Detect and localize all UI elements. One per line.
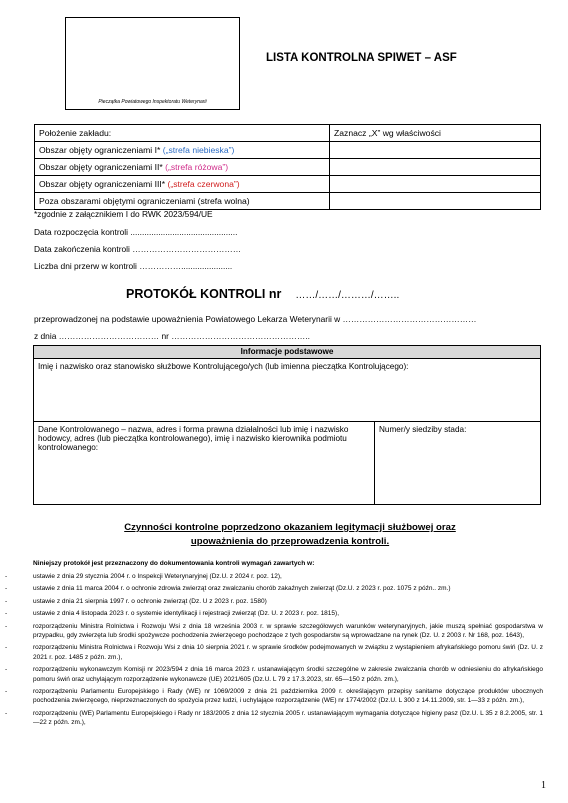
inspected-party-field[interactable] [34,422,375,505]
list-item: - rozporządzeniu Ministra Rolnictwa i Rozwoju Wsi z dnia 10 sierpnia 2021 r. w sprawie środków podejmowanych w związku z wystąpieniem afrykańskiego pomoru świń (Dz. U. z 2021 r. poz. 1485 z późn. zm.), [33,643,543,662]
zone-mark-cell[interactable] [330,142,541,159]
control-start-date[interactable]: Data rozpoczęcia kontroli .............................................. [34,227,238,237]
zone-mark-cell[interactable] [330,193,541,210]
location-table [34,124,541,210]
page-number: 1 [541,780,546,791]
zone-mark-cell[interactable] [330,176,541,193]
zone-row [35,159,541,176]
control-break-days[interactable]: Liczba dni przerw w kontroli ……………...................... [34,261,233,271]
herd-number-field[interactable] [375,422,541,505]
zone-row [35,193,541,210]
list-item: - rozporządzeniu Parlamentu Europejskiego i Rady (WE) nr 1069/2009 z dnia 21 października 2009 r. określającym przepisy sanitarne dotyczące produktów ubocznych pochodzenia zwierzęcego, nieprzeznaczonych do spożycia przez ludzi, i uchylające rozporządzenie (WE) nr 1774/2002 (Dz.U. L 300 z 14.11.2009, str. 1—33 z późn. zm.), [33,687,543,706]
inspector-field[interactable] [34,359,541,422]
document-title: LISTA KONTROLNA SPIWET – ASF [266,52,457,64]
inspected-party-label: Dane Kontrolowanego – nazwa, adres i forma prawna działalności lub imię i nazwisko hodowcy, adres (lub pieczątka kontrolowanego), imię i nazwisko kierownika podmiotu kontrolowanego: [38,425,349,452]
zone-label: Obszar objęty ograniczeniami II* [39,162,166,172]
protocol-title-text: PROTOKÓŁ KONTROLI nr [126,287,282,301]
herd-number-label: Numer/y siedziby stada: [379,425,467,434]
location-header-label: Położenie zakładu: [35,125,330,142]
zone-label: Obszar objęty ograniczeniami III* [39,179,168,189]
basic-info-table [33,345,541,505]
laws-lead: Niniejszy protokół jest przeznaczony do dokumentowania kontroli wymagań zawartych w: [33,560,315,567]
protocol-title [126,287,399,301]
location-table-header [35,125,541,142]
zone-footnote: *zgodnie z załącznikiem I do RWK 2023/594/UE [34,209,213,219]
protocol-number-field[interactable]: ……/……/………/…….. [295,290,400,301]
zone-row [35,142,541,159]
zone-row [35,176,541,193]
basic-info-header: Informacje podstawowe [34,346,541,359]
legitimation-notice: Czynności kontrolne poprzedzono okazaniem legitymacji służbowej oraz upoważnienia do przeprowadzenia kontroli. [124,522,456,547]
zone-label: Obszar objęty ograniczeniami I* [39,145,163,155]
protocol-date-line[interactable]: z dnia ……………………………… nr ………………………………………….. [34,331,310,341]
zone-name: („strefa różowa”) [165,162,229,172]
zone-label: Poza obszarami objętymi ograniczeniami (strefa wolna) [39,196,250,206]
list-item: - rozporządzeniu wykonawczym Komisji nr 2023/594 z dnia 16 marca 2023 r. ustanawiającym środki szczególne w zakresie zwalczania chorób w odniesieniu do afrykańskiego pomoru świń oraz uchylającym rozporządzenie wykonawcze (UE) 2021/605 (Dz.U. L 79 z 17.3.2023, str. 65—150 z późn. zm.), [33,665,543,684]
list-item: - ustawie z dnia 11 marca 2004 r. o ochronie zdrowia zwierząt oraz zwalczaniu chorób zakaźnych zwierząt (Dz.U. z 2023 r. poz. 1075 z późn.. zm.) [33,584,543,593]
laws-list [33,572,543,731]
inspector-label: Imię i nazwisko oraz stanowisko służbowe Kontrolującego/ych (lub imienna pieczątka Kontrolującego): [38,362,409,371]
list-item: - ustawie z dnia 4 listopada 2023 r. o systemie identyfikacji i rejestracji zwierząt (Dz. U. z 2023 r. poz. 1815), [33,609,543,618]
list-item: - ustawie z dnia 29 stycznia 2004 r. o Inspekcji Weterynaryjnej (Dz.U. z 2024 r. poz. 12), [33,572,543,581]
zone-mark-cell[interactable] [330,159,541,176]
control-end-date[interactable]: Data zakończenia kontroli ………………………………… [34,244,242,254]
stamp-area [65,17,240,110]
list-item: - rozporządzeniu Ministra Rolnictwa i Rozwoju Wsi z dnia 18 września 2003 r. w sprawie szczegółowych warunków weterynaryjnych, jakie muszą spełniać gospodarstwa w przypadku, gdy zwierzęta lub środki spożywcze pochodzenia zwierzęcego pochodzące z tych gospodarstw są wprowadzane na rynek (Dz. U. z 2003 r. Nr 168, poz. 1643), [33,622,543,641]
zone-name: („strefa czerwona”) [167,179,240,189]
stamp-caption: Pieczątka Powiatowego Inspektoratu Weterynarii [98,99,207,105]
zone-name: („strefa niebieska”) [162,145,235,155]
list-item: - ustawie z dnia 21 sierpnia 1997 r. o ochronie zwierząt (Dz. U z 2023 r. poz. 1580) [33,597,543,606]
list-item: - rozporządzeniu (WE) Parlamentu Europejskiego i Rady nr 183/2005 z dnia 12 stycznia 2005 r. ustanawiającym wymagania dotyczące higieny pasz (Dz.U. L 35 z 8.2.2005, str. 1—22 z późn. zm.), [33,709,543,728]
protocol-basis-line[interactable]: przeprowadzonej na podstawie upoważnienia Powiatowego Lekarza Weterynarii w ………………………………………… [34,314,477,324]
mark-header-label: Zaznacz „X” wg właściwości [330,125,541,142]
